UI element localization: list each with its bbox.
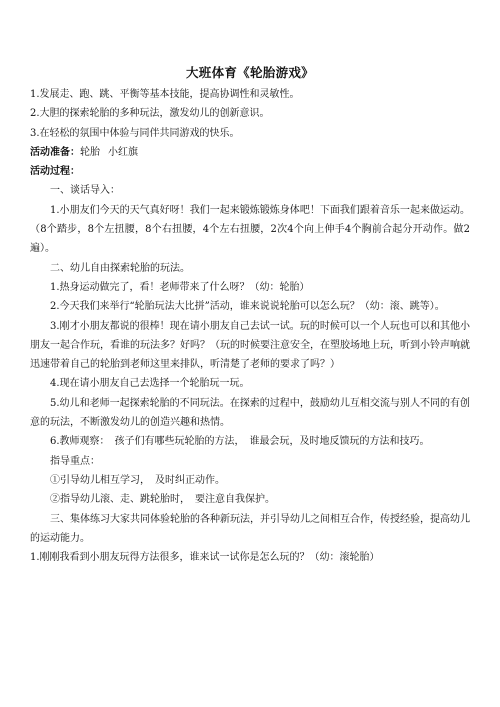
section-heading: 三、集体练习大家共同体验轮胎的各种新玩法，并引导幼儿之间相互合作，传授经验，提高幼儿的运动能力。 (30, 513, 470, 544)
prep-label: 活动准备： (30, 146, 80, 158)
focus-label: 指导重点： (50, 455, 100, 467)
section-paragraph: 1.热身运动做完了，看！老师带来了什么呀？（幼：轮胎） (50, 281, 310, 293)
prep-item-tire: 轮胎 (80, 146, 100, 158)
focus-item: ②指导幼儿滚、走、跳轮胎时， 要注意自我保护。 (50, 494, 275, 506)
goal-item: 3.在轻松的氛围中体验与同伴共同游戏的快乐。 (30, 127, 240, 139)
section-paragraph: 3.刚才小朋友都说的很棒！现在请小朋友自己去试一试。玩的时候可以一个人玩也可以和其他小朋友一起合作玩，看谁的玩法多？好吗？（玩的时候要注意安全，在塑胶场地上玩，听到小铃声响就迅速带着自己的轮胎到老师这里来排队，听清楚了老师的要求了吗？） (30, 320, 470, 371)
section-paragraph: 6.教师观察： 孩子们有哪些玩轮胎的方法， 谁最会玩，及时地反馈玩的方法和技巧。 (50, 436, 430, 448)
section-paragraph: 1.小朋友们今天的天气真好呀！我们一起来锻炼锻炼身体吧！下面我们跟着音乐一起来做运动。（8个踏步，8个左扭腰，8个右扭腰，4个左右扭腰，2次4个向上伸手4个胸前合起分开动作。做2遍）。 (30, 204, 470, 255)
process-label: 活动过程： (30, 166, 80, 178)
focus-item: ①引导幼儿相互学习， 及时纠正动作。 (50, 474, 225, 486)
section-heading: 二、幼儿自由探索轮胎的玩法。 (50, 262, 190, 274)
section-paragraph: 1.刚刚我看到小朋友玩得方法很多，谁来试一试你是怎么玩的？（幼：滚轮胎） (30, 552, 380, 564)
section-paragraph: 5.幼儿和老师一起探索轮胎的不同玩法。在探索的过程中，鼓励幼儿互相交流与别人不同的有创意的玩法，不断激发幼儿的创造兴趣和热情。 (30, 397, 470, 429)
document-title: 大班体育《轮胎游戏》 (185, 65, 314, 80)
prep-item-flag: 小红旗 (108, 146, 138, 158)
section-heading: 一、谈话导入： (50, 185, 120, 197)
goal-item: 1.发展走、跑、跳、平衡等基本技能，提高协调性和灵敏性。 (30, 89, 300, 100)
section-paragraph: 4.现在请小朋友自己去选择一个轮胎玩一玩。 (50, 378, 250, 390)
goal-item: 2.大胆的探索轮胎的多种玩法，激发幼儿的创新意识。 (30, 108, 270, 120)
prep-line (30, 143, 470, 162)
section-paragraph: 2.今天我们来举行“轮胎玩法大比拼”活动，谁来说说轮胎可以怎么玩？（幼：滚、跳等）。 (50, 301, 445, 313)
